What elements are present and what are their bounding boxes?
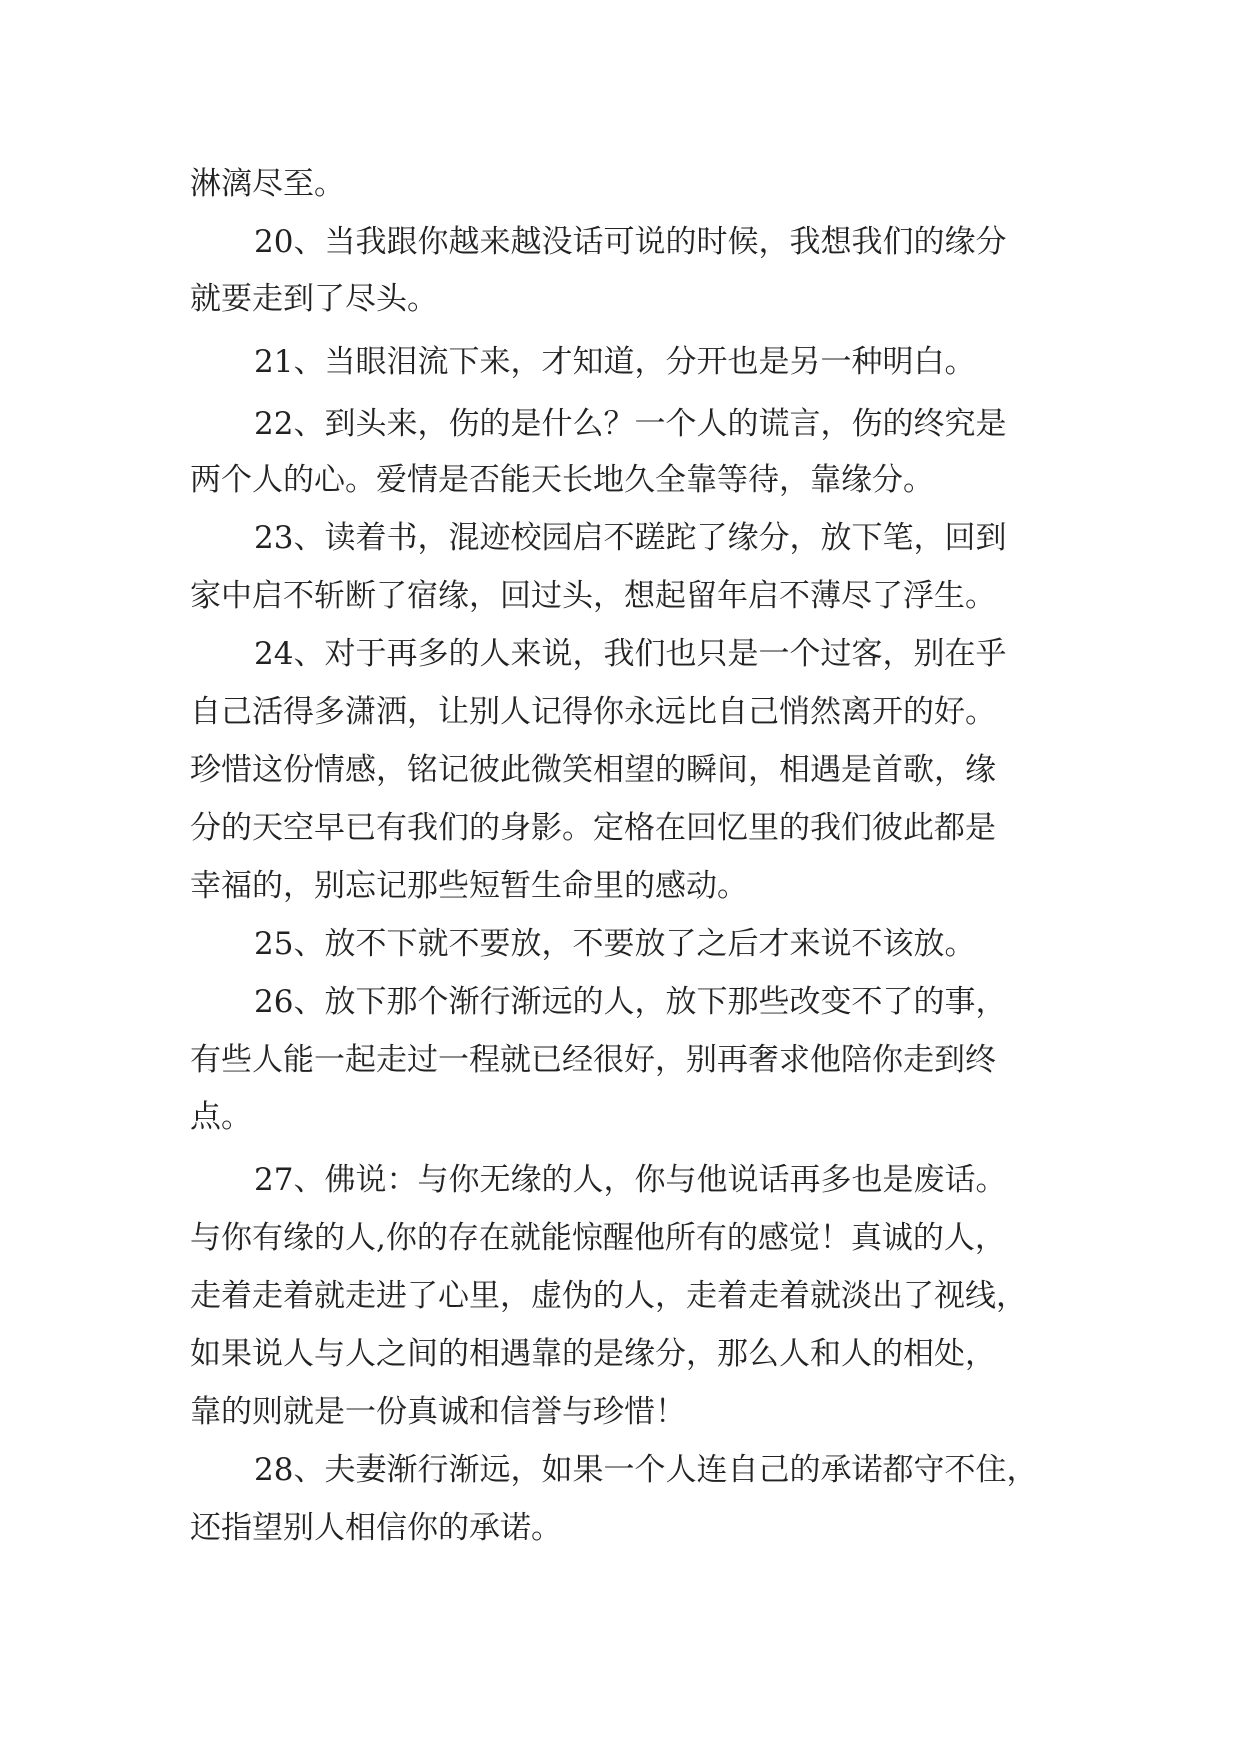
text-line: 分的天空早已有我们的身影。定格在回忆里的我们彼此都是 bbox=[190, 810, 996, 846]
text-line: 点。 bbox=[190, 1099, 252, 1135]
text-line: 23、读着书，混迹校园启不蹉跎了缘分，放下笔，回到 bbox=[254, 520, 1007, 556]
text-line: 28、夫妻渐行渐远，如果一个人连自己的承诺都守不住， bbox=[254, 1452, 1038, 1488]
text-line: 26、放下那个渐行渐远的人，放下那些改变不了的事， bbox=[254, 984, 1007, 1020]
text-line: 还指望别人相信你的承诺。 bbox=[190, 1510, 562, 1546]
text-line: 两个人的心。爱情是否能天长地久全靠等待，靠缘分。 bbox=[190, 462, 934, 498]
text-line: 与你有缘的人,你的存在就能惊醒他所有的感觉！真诚的人， bbox=[190, 1220, 1006, 1256]
text-line: 有些人能一起走过一程就已经很好，别再奢求他陪你走到终 bbox=[190, 1042, 996, 1078]
text-line: 自己活得多潇洒，让别人记得你永远比自己悄然离开的好。 bbox=[190, 694, 996, 730]
text-line: 如果说人与人之间的相遇靠的是缘分，那么人和人的相处， bbox=[190, 1336, 996, 1372]
text-line: 21、当眼泪流下来，才知道，分开也是另一种明白。 bbox=[254, 344, 976, 380]
text-line: 20、当我跟你越来越没话可说的时候，我想我们的缘分 bbox=[254, 224, 1007, 260]
text-line: 幸福的，别忘记那些短暂生命里的感动。 bbox=[190, 868, 748, 904]
text-line: 就要走到了尽头。 bbox=[190, 281, 438, 317]
text-line: 27、佛说：与你无缘的人，你与他说话再多也是废话。 bbox=[254, 1162, 1007, 1198]
text-line: 24、对于再多的人来说，我们也只是一个过客，别在乎 bbox=[254, 636, 1007, 672]
text-line: 珍惜这份情感，铭记彼此微笑相望的瞬间，相遇是首歌，缘 bbox=[190, 752, 996, 788]
text-line: 25、放不下就不要放，不要放了之后才来说不该放。 bbox=[254, 926, 976, 962]
text-line: 22、到头来，伤的是什么？一个人的谎言，伤的终究是 bbox=[254, 406, 1007, 442]
text-line: 家中启不斩断了宿缘，回过头，想起留年启不薄尽了浮生。 bbox=[190, 578, 996, 614]
text-line: 走着走着就走进了心里，虚伪的人，走着走着就淡出了视线， bbox=[190, 1278, 1027, 1314]
text-line: 淋漓尽至。 bbox=[190, 166, 345, 202]
text-line: 靠的则就是一份真诚和信誉与珍惜！ bbox=[190, 1394, 686, 1430]
